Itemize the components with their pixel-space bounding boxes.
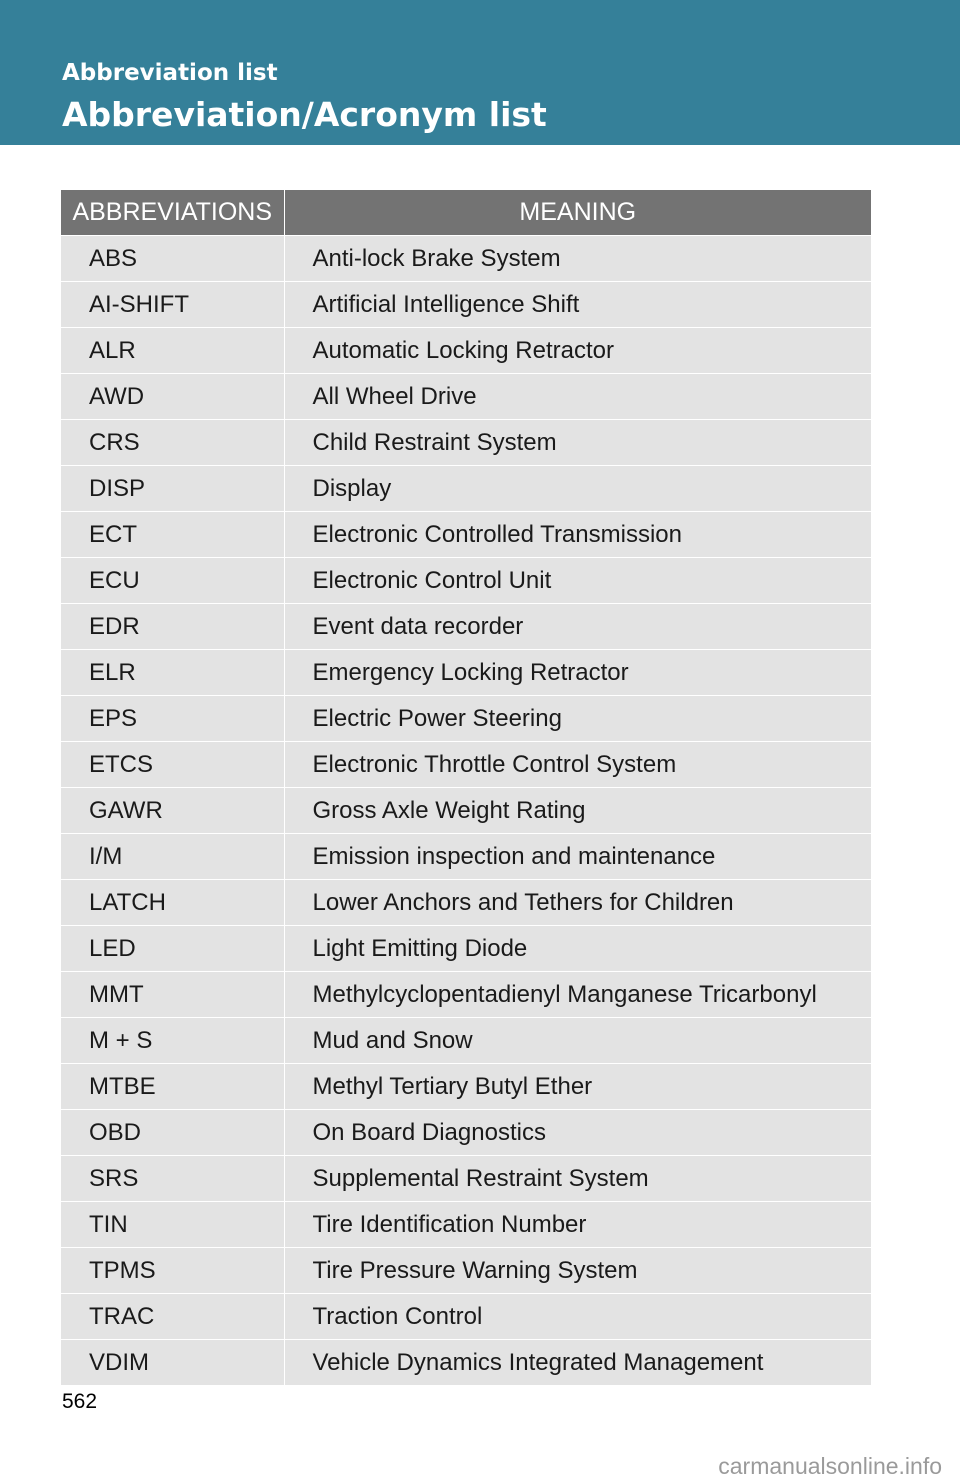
table-row (61, 466, 871, 512)
table-row (61, 1110, 871, 1156)
meaning-cell: Gross Axle Weight Rating (284, 788, 871, 834)
abbreviation-cell: MMT (61, 972, 284, 1018)
abbreviation-cell: ELR (61, 650, 284, 696)
abbreviation-cell: VDIM (61, 1340, 284, 1386)
section-label: Abbreviation list (62, 60, 278, 86)
meaning-cell: Event data recorder (284, 604, 871, 650)
page-header (0, 0, 960, 145)
abbreviation-cell: EPS (61, 696, 284, 742)
abbreviation-cell: TPMS (61, 1248, 284, 1294)
meaning-cell: Anti-lock Brake System (284, 236, 871, 282)
table-row (61, 1018, 871, 1064)
meaning-cell: Traction Control (284, 1294, 871, 1340)
meaning-cell: On Board Diagnostics (284, 1110, 871, 1156)
abbreviation-cell: OBD (61, 1110, 284, 1156)
table-row (61, 236, 871, 282)
abbreviation-cell: ABS (61, 236, 284, 282)
abbreviation-cell: LATCH (61, 880, 284, 926)
abbreviation-cell: I/M (61, 834, 284, 880)
meaning-cell: All Wheel Drive (284, 374, 871, 420)
meaning-cell: Electronic Controlled Transmission (284, 512, 871, 558)
table-row (61, 834, 871, 880)
table-row (61, 926, 871, 972)
column-header-abbreviations: ABBREVIATIONS (61, 190, 284, 236)
abbreviation-cell: SRS (61, 1156, 284, 1202)
table-row (61, 972, 871, 1018)
abbreviation-cell: M + S (61, 1018, 284, 1064)
table-row (61, 1248, 871, 1294)
meaning-cell: Supplemental Restraint System (284, 1156, 871, 1202)
abbreviation-cell: ETCS (61, 742, 284, 788)
meaning-cell: Display (284, 466, 871, 512)
meaning-cell: Electronic Throttle Control System (284, 742, 871, 788)
table-row (61, 788, 871, 834)
table-row (61, 1064, 871, 1110)
page-title: Abbreviation/Acronym list (62, 95, 547, 134)
meaning-cell: Methylcyclopentadienyl Manganese Tricarbonyl (284, 972, 871, 1018)
table-row (61, 420, 871, 466)
abbreviation-cell: DISP (61, 466, 284, 512)
page-number: 562 (62, 1390, 98, 1413)
abbreviation-cell: ECU (61, 558, 284, 604)
meaning-cell: Electric Power Steering (284, 696, 871, 742)
table-row (61, 282, 871, 328)
table-row (61, 742, 871, 788)
meaning-cell: Methyl Tertiary Butyl Ether (284, 1064, 871, 1110)
table-row (61, 558, 871, 604)
table-row (61, 880, 871, 926)
abbreviation-cell: EDR (61, 604, 284, 650)
table-row (61, 512, 871, 558)
abbreviation-cell: GAWR (61, 788, 284, 834)
abbreviation-cell: LED (61, 926, 284, 972)
meaning-cell: Emergency Locking Retractor (284, 650, 871, 696)
abbreviation-cell: CRS (61, 420, 284, 466)
abbreviation-cell: AI-SHIFT (61, 282, 284, 328)
abbreviation-cell: TIN (61, 1202, 284, 1248)
watermark: carmanualsonline.info (718, 1453, 942, 1479)
meaning-cell: Lower Anchors and Tethers for Children (284, 880, 871, 926)
table-row (61, 604, 871, 650)
abbreviation-cell: ECT (61, 512, 284, 558)
column-header-meaning: MEANING (284, 190, 871, 236)
meaning-cell: Light Emitting Diode (284, 926, 871, 972)
meaning-cell: Artificial Intelligence Shift (284, 282, 871, 328)
table-row (61, 1294, 871, 1340)
meaning-cell: Mud and Snow (284, 1018, 871, 1064)
table-row (61, 1340, 871, 1386)
table-row (61, 696, 871, 742)
table-row (61, 1202, 871, 1248)
meaning-cell: Automatic Locking Retractor (284, 328, 871, 374)
abbreviation-table (61, 190, 871, 1385)
abbreviation-cell: ALR (61, 328, 284, 374)
meaning-cell: Electronic Control Unit (284, 558, 871, 604)
abbreviation-cell: MTBE (61, 1064, 284, 1110)
table-row (61, 650, 871, 696)
table-row (61, 374, 871, 420)
table-body (61, 236, 871, 1386)
meaning-cell: Emission inspection and maintenance (284, 834, 871, 880)
abbreviation-cell: AWD (61, 374, 284, 420)
meaning-cell: Tire Identification Number (284, 1202, 871, 1248)
meaning-cell: Child Restraint System (284, 420, 871, 466)
table-header-row (61, 190, 871, 236)
meaning-cell: Tire Pressure Warning System (284, 1248, 871, 1294)
table-row (61, 1156, 871, 1202)
table-row (61, 328, 871, 374)
abbreviation-cell: TRAC (61, 1294, 284, 1340)
meaning-cell: Vehicle Dynamics Integrated Management (284, 1340, 871, 1386)
